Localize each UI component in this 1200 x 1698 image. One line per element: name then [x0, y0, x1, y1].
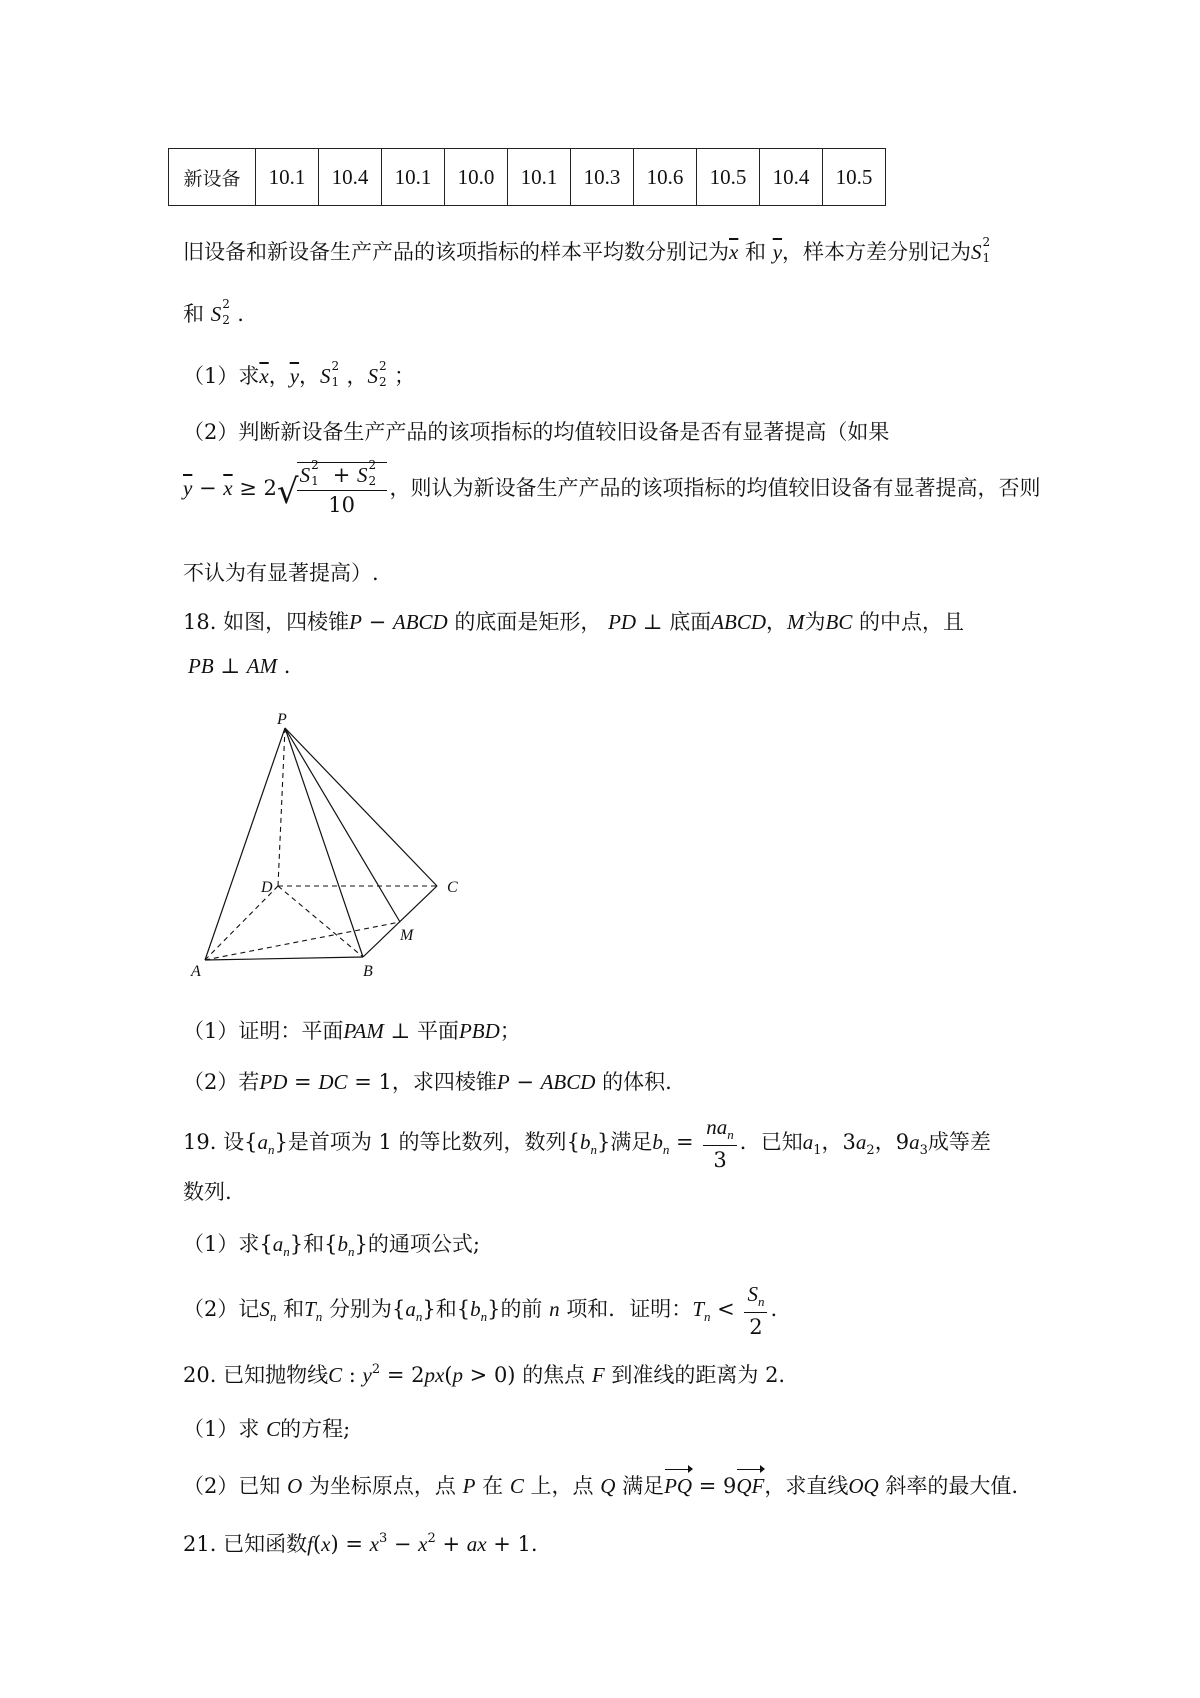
edge-ab	[205, 957, 363, 960]
text: 的中点，且	[859, 610, 965, 634]
label-c: C	[447, 879, 458, 896]
text: 平面	[416, 1019, 459, 1043]
label-p: P	[277, 711, 287, 728]
edge-ad	[205, 886, 278, 960]
text: 的底面是矩形，	[454, 610, 602, 634]
text: 已知抛物线	[223, 1363, 329, 1387]
edge-pd	[278, 728, 285, 886]
edge-am	[205, 922, 400, 960]
text: ，样本方差分别记为	[782, 240, 972, 264]
q18-part1: （1）证明：平面PAM ⊥ 平面PBD；	[183, 1019, 521, 1043]
table-cell: 10.6	[634, 149, 697, 206]
label-m: M	[400, 927, 414, 944]
text: 是首项为 1 的等比数列，数列	[287, 1130, 567, 1154]
table-cell: 10.1	[508, 149, 571, 206]
text: ，则认为新设备生产产品的该项指标的均值较旧设备有显著提高，否则	[389, 476, 1041, 500]
text: 满足	[622, 1474, 665, 1498]
q19-text: 19. 设$\{a_n\}$是首项为 1 的等比数列，数列$\{b_n\}$满足$b_n$ = $\frac{na_n}{3}$ ．已知$a_1$，$3a_2$，$9a_3$成等差	[183, 1115, 991, 1172]
text: ，	[766, 610, 788, 634]
question-number: 20.	[183, 1363, 217, 1387]
table-cell: 10.3	[571, 149, 634, 206]
question-number: 18.	[183, 610, 217, 634]
text: 的通项公式;	[367, 1232, 480, 1256]
q17-part2-a: （2）判断新设备生产产品的该项指标的均值较旧设备是否有显著提高（如果	[183, 420, 890, 444]
text: 设	[223, 1130, 245, 1154]
text: ．已知	[739, 1130, 803, 1154]
text: 分别为	[328, 1297, 392, 1321]
question-number: 19.	[183, 1130, 217, 1154]
question-number: 21.	[183, 1532, 217, 1556]
edge-pc	[285, 728, 437, 886]
text: 的焦点	[522, 1363, 586, 1387]
edge-db	[278, 886, 363, 957]
text: ，求直线	[764, 1474, 849, 1498]
table-cell: 10.1	[256, 149, 319, 206]
pyramid-figure	[185, 710, 475, 980]
q19-text-2: 数列.	[183, 1180, 232, 1204]
text: （1）求	[183, 1232, 260, 1256]
text: （1）求	[183, 1417, 260, 1441]
text: 在	[482, 1474, 504, 1498]
text: 的方程;	[280, 1417, 351, 1441]
text: 为坐标原点，点	[308, 1474, 456, 1498]
data-table	[168, 148, 886, 206]
text: 旧设备和新设备生产产品的该项指标的样本平均数分别记为	[183, 240, 729, 264]
table-cell: 10.5	[823, 149, 886, 206]
text: （2）若	[183, 1070, 260, 1094]
q20-part2: （2）已知 O 为坐标原点，点 P 在 C 上，点 Q 满足PQ = 9QF，求直线OQ 斜率的最大值.	[183, 1474, 1019, 1498]
text: （1）证明：平面	[183, 1019, 344, 1043]
q18-part2: （2）若PD = DC = 1，求四棱锥P − ABCD 的体积.	[183, 1070, 672, 1094]
edge-pb	[285, 728, 363, 957]
text: 已知函数	[223, 1532, 308, 1556]
text: （2）已知	[183, 1474, 281, 1498]
edge-bc	[363, 886, 437, 957]
q17-part1: （1）求$\overline{x}$，$\overline{y}$，S 2 1 ，S 2 2 ；	[183, 359, 416, 389]
text: 到准线的距离为 2.	[611, 1363, 786, 1387]
text: （2）记	[183, 1297, 260, 1321]
table-cell: 10.4	[760, 149, 823, 206]
q20-text: 20. 已知抛物线C : $y^2 = 2px(p > 0)$ 的焦点 F 到准线的距离为 2.	[183, 1362, 786, 1387]
table-row-label: 新设备	[169, 149, 256, 206]
table-row	[169, 149, 886, 206]
q17-intro-line: 旧设备和新设备生产产品的该项指标的样本平均数分别记为$\overline{x}$ 和 $\overline{y}$，样本方差分别记为S 2 1	[183, 235, 991, 265]
text: 项和．证明：	[566, 1297, 693, 1321]
text: .	[237, 302, 244, 326]
q18-text: 18. 如图，四棱锥P − ABCD 的底面是矩形， PD ⊥ 底面ABCD，M为BC 的中点，且	[183, 610, 965, 634]
table-cell: 10.4	[319, 149, 382, 206]
q19-part2: （2）记$S_n$ 和$T_n$ 分别为$\{a_n\}$和$\{b_n\}$的前 n 项和．证明：$T_n$ < $\frac{S_n}{2}$ .	[183, 1282, 778, 1339]
table-cell: 10.0	[445, 149, 508, 206]
text: 底面	[669, 610, 712, 634]
text: 为	[804, 610, 826, 634]
table-cell: 10.5	[697, 149, 760, 206]
label-a: A	[191, 963, 201, 980]
text: （1）求	[183, 364, 260, 388]
q18-text-2: PB ⊥ AM .	[188, 654, 291, 678]
q20-part1: （1）求 C的方程;	[183, 1417, 351, 1441]
label-d: D	[261, 879, 273, 896]
text: 和	[435, 1297, 457, 1321]
text: 和	[183, 302, 204, 326]
label-b: B	[363, 963, 373, 980]
text: 成等差	[927, 1130, 991, 1154]
text: 和	[303, 1232, 325, 1256]
text: 上，点	[530, 1474, 594, 1498]
q19-part1: （1）求$\{a_n\}$和$\{b_n\}$的通项公式;	[183, 1232, 480, 1259]
text: 的前	[500, 1297, 543, 1321]
edge-pm	[285, 728, 400, 922]
q17-intro-line-2: 和 S 2 2 .	[183, 297, 244, 327]
edge-pa	[205, 728, 285, 960]
text: ；	[499, 1019, 521, 1043]
text: 的体积.	[602, 1070, 672, 1094]
text: 和	[745, 240, 767, 264]
q17-part2-b: $\overline{y} - \overline{x} \ge 2√$ S 2 1 + S 2 2 10 ，则认为新设备生产产品的该项指标的均值较旧设备有显著提高，否则	[183, 458, 1041, 517]
text: .	[770, 1297, 778, 1321]
text: 如图，四棱锥	[223, 610, 350, 634]
q21-text: 21. 已知函数$f(x) = x^3 - x^2$ + ax + 1.	[183, 1531, 538, 1556]
text: ，求四棱锥	[391, 1070, 497, 1094]
q17-part2-c: 不认为有显著提高）.	[183, 561, 379, 585]
text: 和	[283, 1297, 305, 1321]
table-cell: 10.1	[382, 149, 445, 206]
text: 斜率的最大值.	[885, 1474, 1019, 1498]
text: 满足	[610, 1130, 653, 1154]
